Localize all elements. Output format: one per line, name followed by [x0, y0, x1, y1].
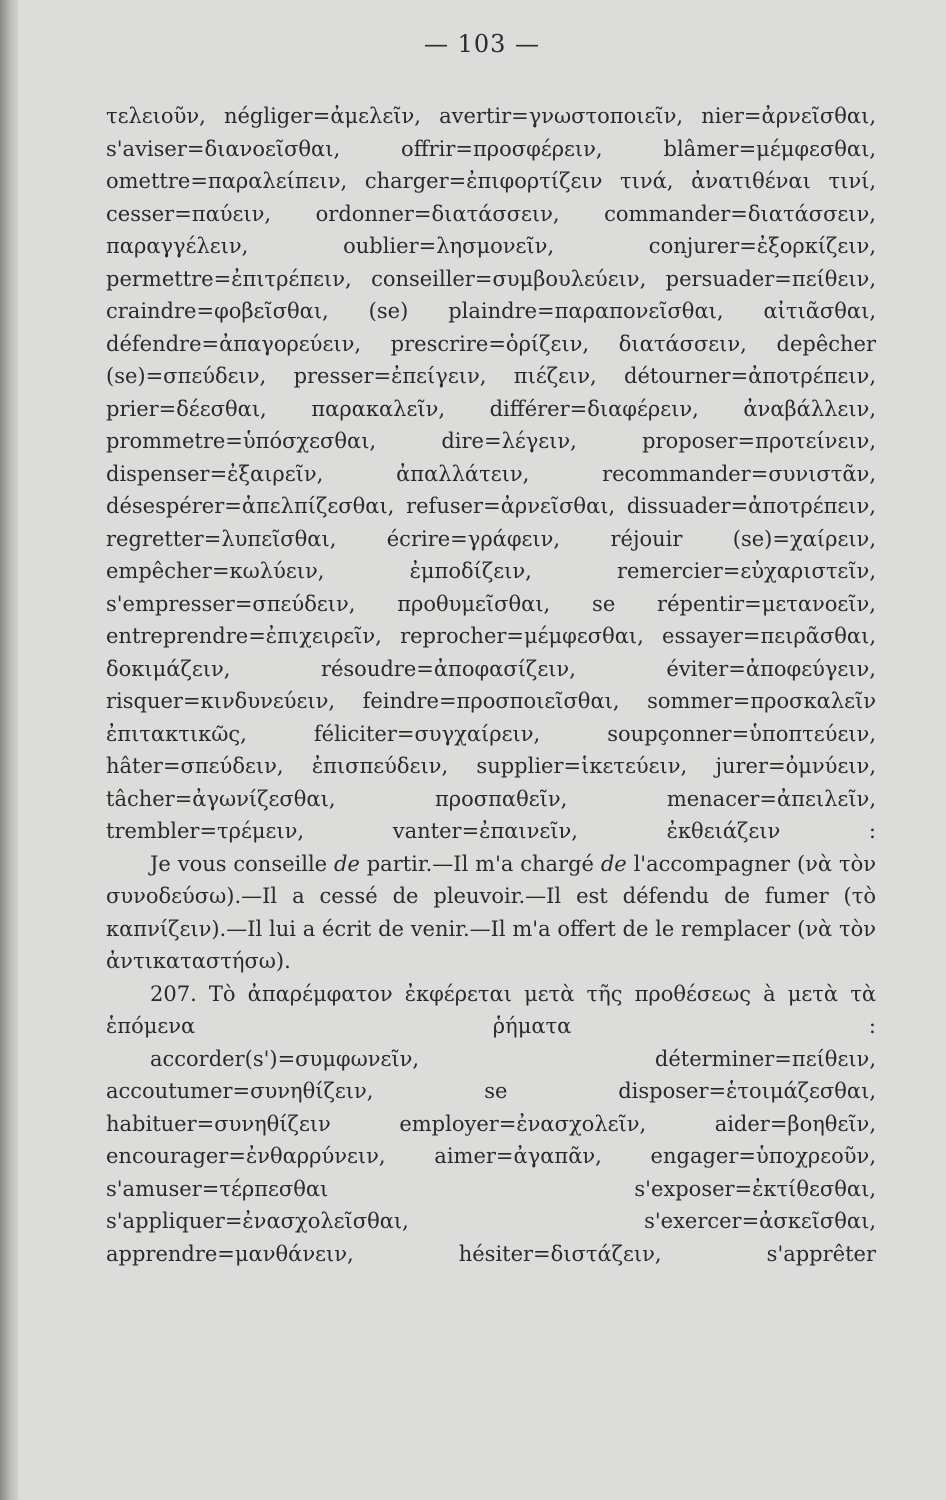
page-number: — 103 —: [423, 30, 541, 58]
verb-list-a: accorder(s')=συμφωνεῖν, déterminer=πείθειν, accoutumer=συνηθίζειν, se disposer=ἑτοιμάζεσθαι, habituer=συνηθίζειν employer=ἐνασχολεῖν, aider=βοηθεῖν, encourager=ἐνθαρρύνειν, aimer=ἀγαπᾶν, engager=ὑποχρεοῦν, s'amuser=τέρπεσθαι s'exposer=ἐκτίθεσθαι, s'appliquer=ἐνασχολεῖσθαι, s'exercer=ἀσκεῖσθαι, apprendre=μανθάνειν, hésiter=διστάζειν, s'apprêter: [106, 1046, 876, 1266]
section-207-heading: 207. Τὸ ἀπαρέμφατον ἐκφέρεται μετὰ τῆς προθέσεως à μετὰ τὰ ἑπόμενα ῥήματα :: [106, 981, 876, 1038]
page-body: [106, 100, 876, 1270]
example-text: l'accompagner (νὰ τὸν συνοδεύσω).—Il a cessé de pleuvoir.—Il est défendu de fumer (τὸ καπνίζειν).—Il lui a écrit de venir.—Il m'a offert de le remplacer (νὰ τὸν ἀντικαταστήσω).: [106, 851, 876, 973]
examples-paragraph: [106, 848, 876, 978]
verb-list-de: τελειοῦν, négliger=ἀμελεῖν, avertir=γνωστοποιεῖν, nier=ἀρνεῖσθαι, s'aviser=διανοεῖσθαι, offrir=προσφέρειν, blâmer=μέμφεσθαι, omettre=παραλείπειν, charger=ἐπιφορτίζειν τινά, ἀνατιθέναι τινί, cesser=παύειν, ordonner=διατάσσειν, commander=διατάσσειν, παραγγέλειν, oublier=λησμονεῖν, conjurer=ἐξορκίζειν, permettre=ἐπιτρέπειν, conseiller=συμβουλεύειν, persuader=πείθειν, craindre=φοβεῖσθαι, (se) plaindre=παραπονεῖσθαι, αἰτιᾶσθαι, défendre=ἀπαγορεύειν, prescrire=ὁρίζειν, διατάσσειν, depêcher (se)=σπεύδειν, presser=ἐπείγειν, πιέζειν, détourner=ἀποτρέπειν, prier=δέεσθαι, παρακαλεῖν, différer=διαφέρειν, ἀναβάλλειν, prommetre=ὑπόσχεσθαι, dire=λέγειν, proposer=προτείνειν, dispenser=ἐξαιρεῖν, ἀπαλλάτειν, recommander=συνιστᾶν, désespérer=ἀπελπίζεσθαι, refuser=ἀρνεῖσθαι, dissuader=ἀποτρέπειν, regretter=λυπεῖσθαι, écrire=γράφειν, réjouir (se)=χαίρειν, empêcher=κωλύειν, ἐμποδίζειν, remercier=εὐχαριστεῖν, s'empresser=σπεύδειν, προθυμεῖσθαι, se répentir=μετανοεῖν, entreprendre=ἐπιχειρεῖν, reprocher=μέμφεσθαι, essayer=πειρᾶσθαι, δοκιμάζειν, résoudre=ἀποφασίζειν, éviter=ἀποφεύγειν, risquer=κινδυνεύειν, feindre=προσποιεῖσθαι, sommer=προσκαλεῖν ἐπιτακτικῶς, féliciter=συγχαίρειν, soupçonner=ὑποπτεύειν, hâter=σπεύδειν, ἐπισπεύδειν, supplier=ἱκετεύειν, jurer=ὀμνύειν, tâcher=ἀγωνίζεσθαι, προσπαθεῖν, menacer=ἀπειλεῖν, trembler=τρέμειν, vanter=ἐπαινεῖν, ἐκθειάζειν :: [106, 104, 876, 843]
italic-de: de: [333, 851, 360, 876]
book-page: [18, 0, 946, 1500]
example-text: Je vous conseille: [150, 851, 334, 876]
italic-de: de: [600, 851, 627, 876]
example-text: partir.—Il m'a chargé: [359, 851, 601, 876]
book-gutter-edge: [0, 0, 18, 1500]
